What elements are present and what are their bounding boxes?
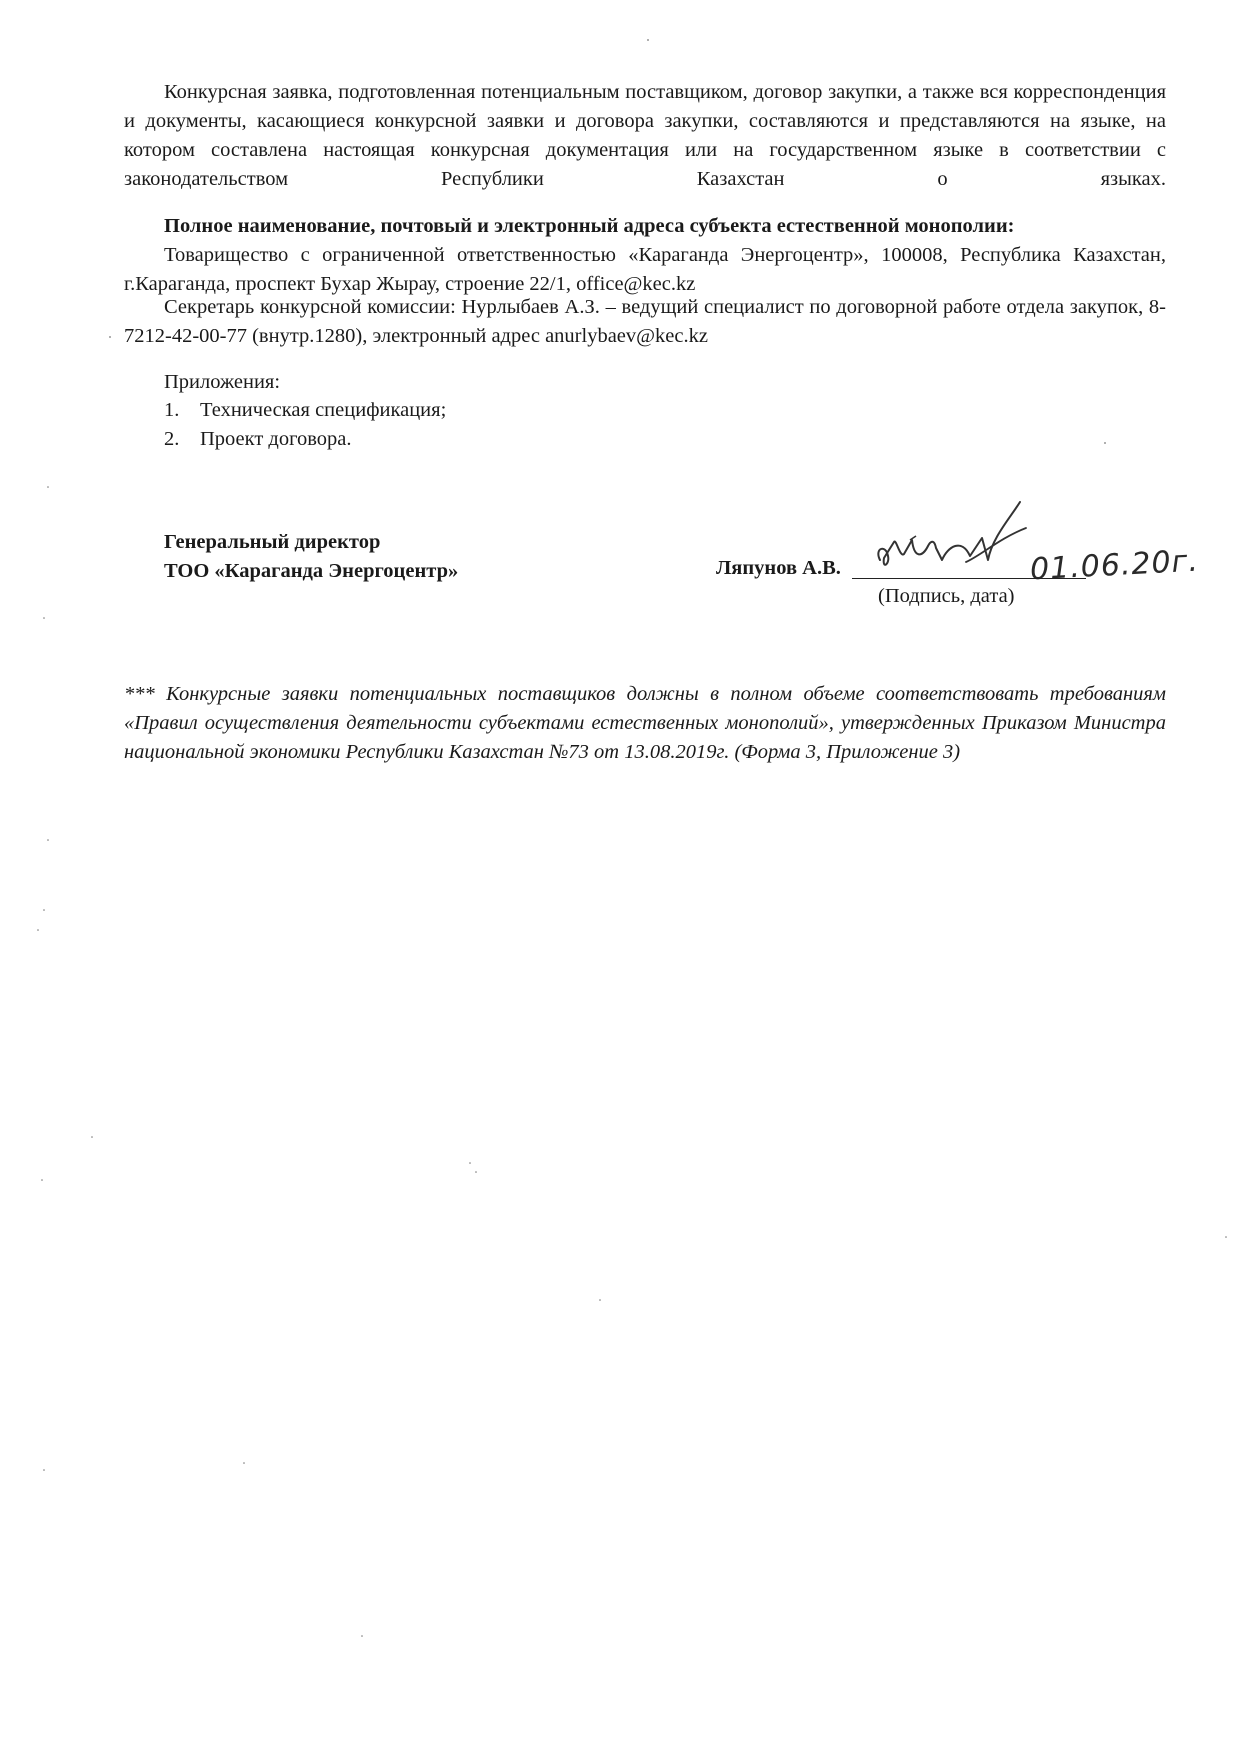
signature-caption: (Подпись, дата)	[878, 585, 1015, 607]
entity-heading: Полное наименование, почтовый и электронный адреса субъекта естественной монополии:	[164, 215, 1015, 237]
commission-secretary-text: Секретарь конкурсной комиссии: Нурлыбаев А.З. – ведущий специалист по договорной работе отдела закупок, 8-7212-42-00-77 (внутр.1280), электронный адрес anurlybaev@kec.kz	[124, 296, 1166, 347]
footnote: *** Конкурсные заявки потенциальных поставщиков должны в полном объеме соответствовать требованиям «Правил осуществления деятельности субъектами естественных монополий», утвержденных Приказом Министра национальной экономики Республики Казахстан №73 от 13.08.2019г. (Форма 3, Приложение 3)	[124, 683, 1166, 763]
attachment-number: 2.	[164, 428, 180, 450]
handwritten-date: 01.06.20г.	[1029, 543, 1200, 588]
paragraph-language-text: Конкурсная заявка, подготовленная потенциальным поставщиком, договор закупки, а также вся корреспонденция и документы, касающиеся конкурсной заявки и договора закупки, составляются и представляются на языке, на котором составлена настоящая конкурсная документация или на государственном языке в соответствии с законодательством Республики Казахстан о языках.	[124, 81, 1166, 190]
attachment-text: Техническая спецификация;	[200, 399, 447, 421]
attachment-text: Проект договора.	[200, 428, 352, 450]
director-title: Генеральный директор	[164, 531, 381, 553]
director-company: ТОО «Караганда Энергоцентр»	[164, 560, 459, 582]
attachment-number: 1.	[164, 399, 180, 421]
signer-name: Ляпунов А.В.	[716, 557, 841, 579]
entity-address-text: Товарищество с ограниченной ответственностью «Караганда Энергоцентр», 100008, Республика Казахстан, г.Караганда, проспект Бухар Жырау, строение 22/1, office@kec.kz	[124, 244, 1166, 295]
attachments-title: Приложения:	[164, 371, 281, 393]
